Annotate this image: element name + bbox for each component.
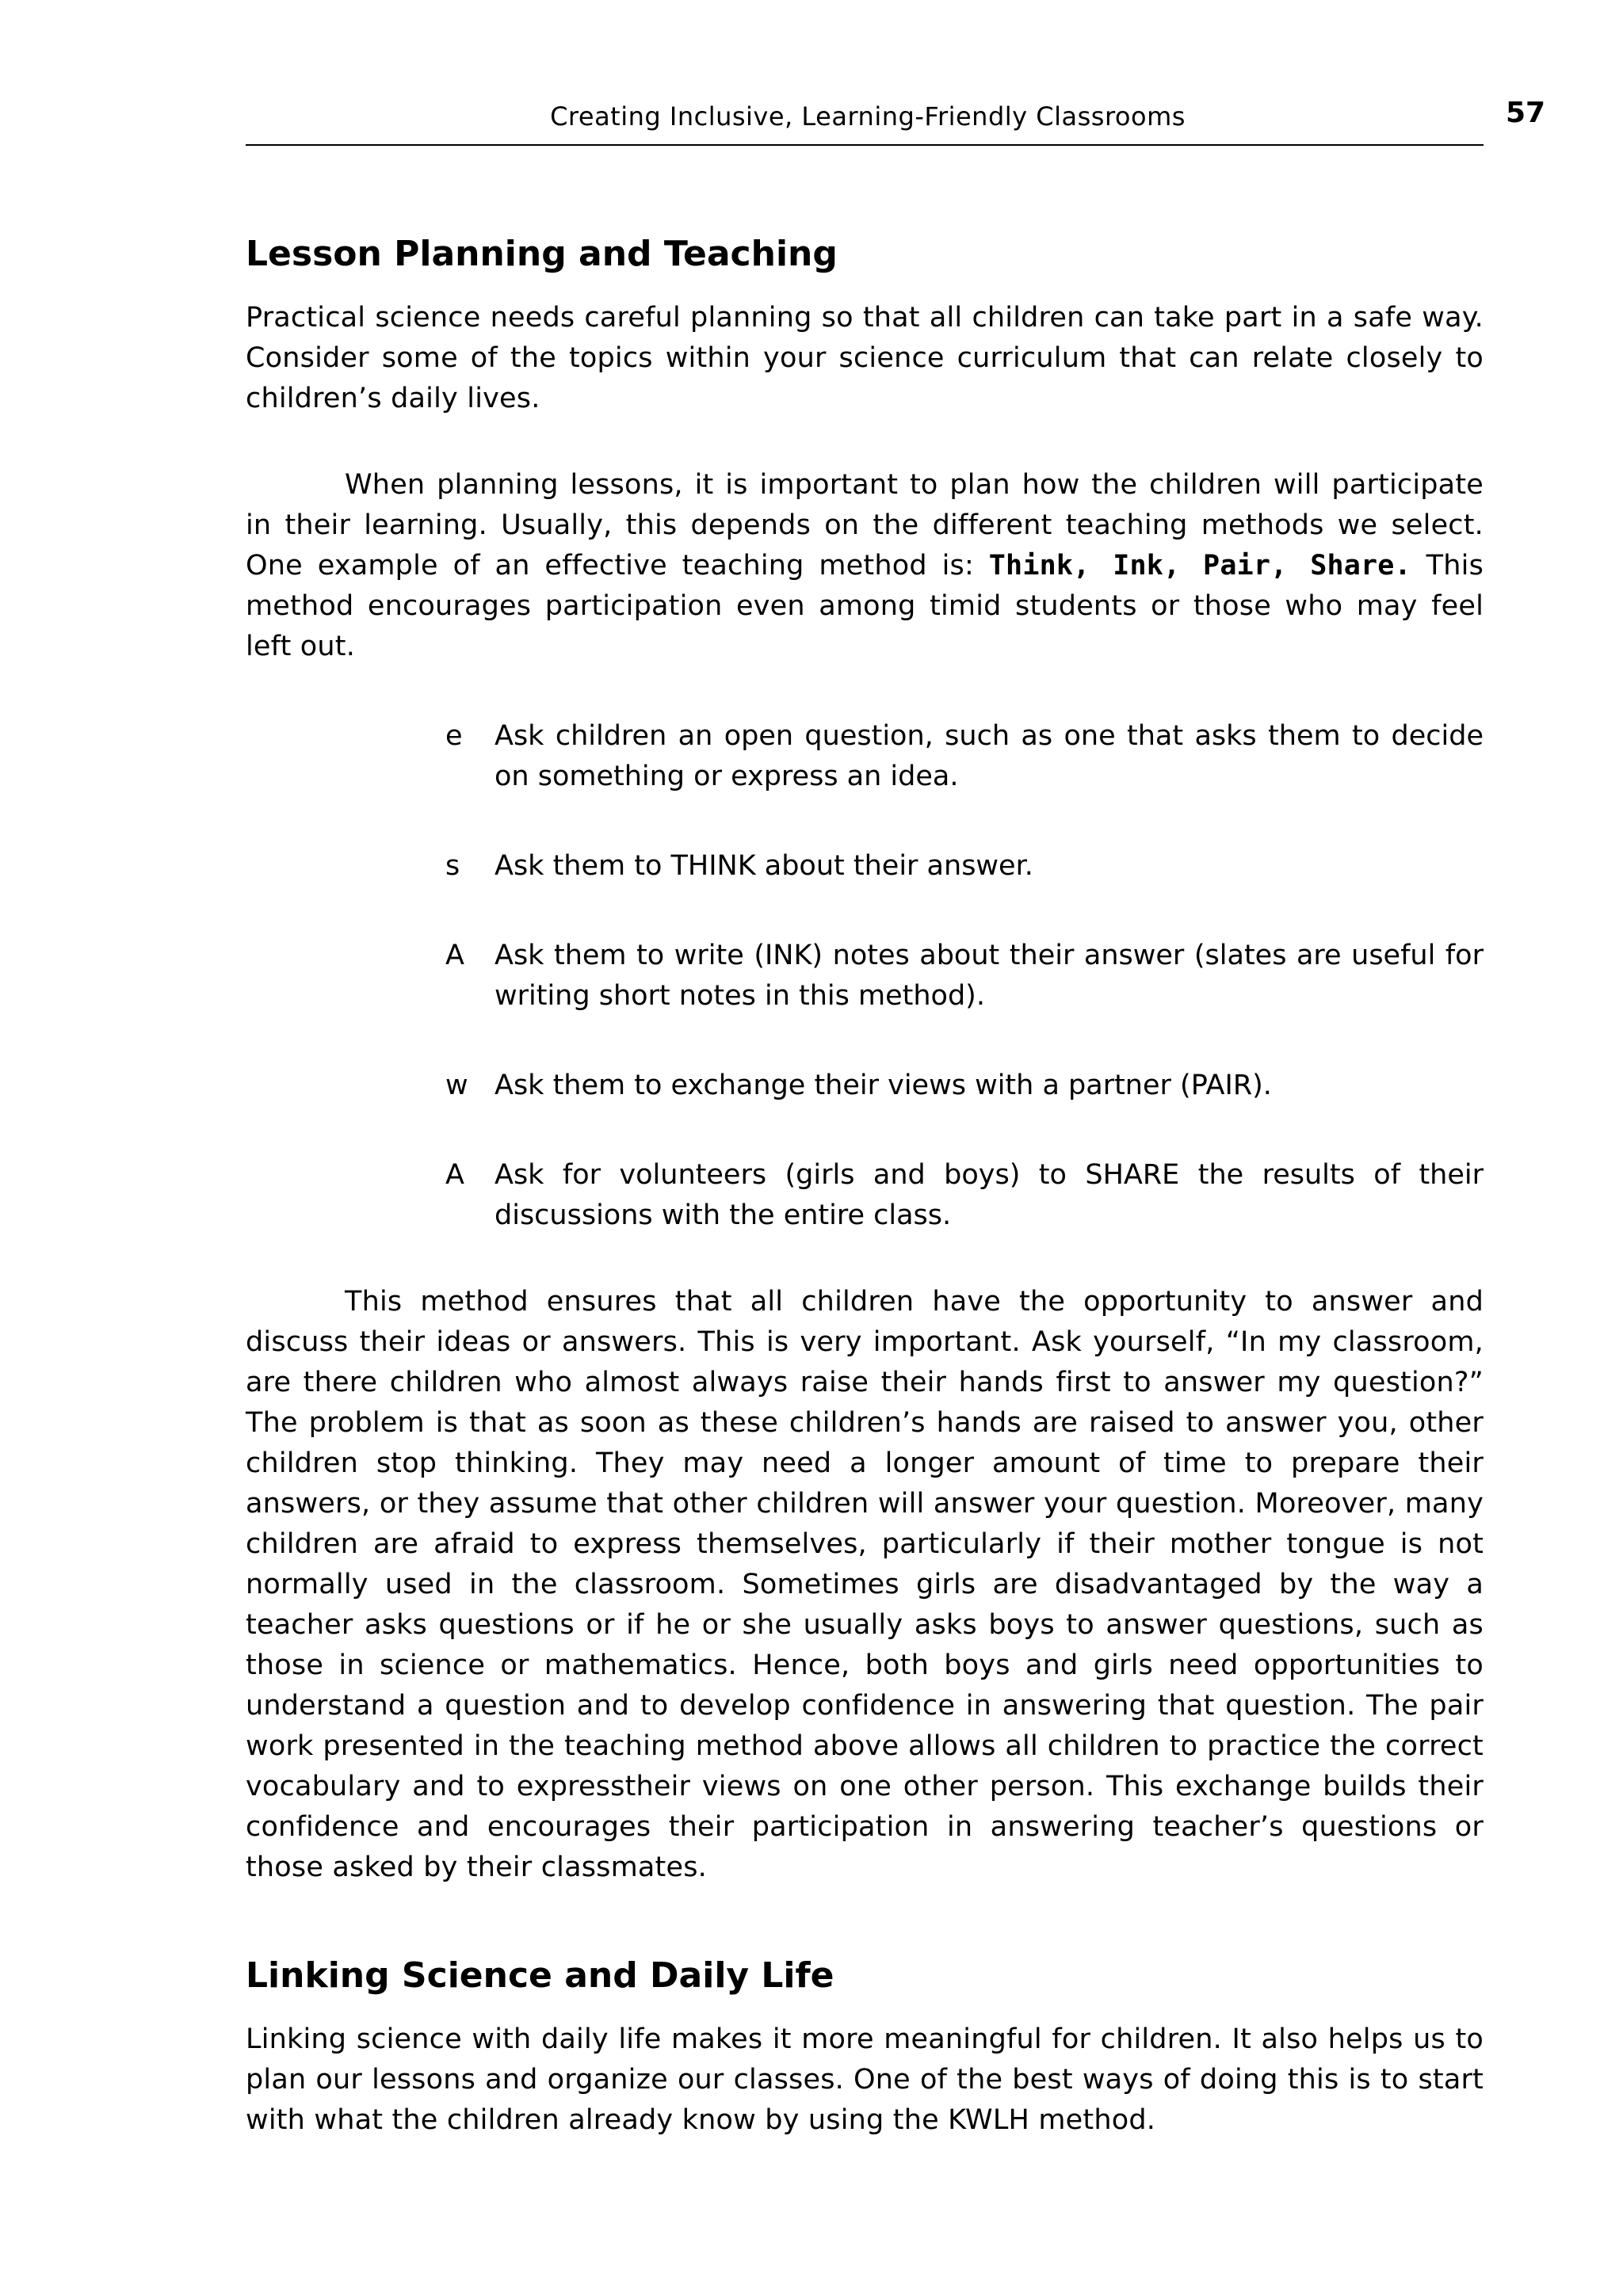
bullet-glyph: w <box>445 1070 468 1101</box>
paragraph-planning-text-end: This method encourages participation even among timid students or those who may feel left out. <box>246 550 1484 662</box>
section-heading-lesson-planning: Lesson Planning and Teaching <box>246 234 838 274</box>
method-name: Think, Ink, Pair, Share. <box>988 550 1411 582</box>
bullet-glyph: e <box>445 720 463 752</box>
paragraph-intro: Practical science needs careful planning so that all children can take part in a safe way. Consider some of the topics within your science curriculum that can relate closely to children’s daily lives. <box>246 302 1484 414</box>
section-heading-linking-science: Linking Science and Daily Life <box>246 1955 834 1996</box>
list-item-text: Ask for volunteers (girls and boys) to SHARE the results of their discussions with the entire class. <box>495 1159 1484 1231</box>
list-item-text: Ask children an open question, such as one that asks them to decide on something or express an idea. <box>495 720 1484 792</box>
bullet-glyph: s <box>445 850 460 882</box>
paragraph-linking: Linking science with daily life makes it more meaningful for children. It also helps us to plan our lessons and organize our classes. One of the best ways of doing this is to start with what the children already know by using the KWLH method. <box>246 2023 1484 2136</box>
running-header-title: Creating Inclusive, Learning-Friendly Classrooms <box>550 101 1186 132</box>
page-body <box>246 227 1484 2141</box>
paragraph-planning-text: When planning lessons, it is important to plan how the children will participate in their learning. Usually, this depends on the different teaching methods we select. One example of an effective teaching method is: <box>246 469 1484 582</box>
list-item <box>246 1066 1484 1106</box>
list-item-text: Ask them to THINK about their answer. <box>495 850 1033 882</box>
paragraph-method-benefits: This method ensures that all children have the opportunity to answer and discuss their ideas or answers. This is very important. Ask yourself, “In my classroom, are there children who almost always raise their hands first to answer my question?” The problem is that as soon as these children’s hands are raised to answer you, other children stop thinking. They may need a longer amount of time to prepare their answers, or they assume that other children will answer your question. Moreover, many children are afraid to express themselves, particularly if their mother tongue is not normally used in the classroom. Sometimes girls are disadvantaged by the way a teacher asks questions or if he or she usually asks boys to answer questions, such as those in science or mathematics. Hence, both boys and girls need opportunities to understand a question and to develop confidence in answering that question. The pair work presented in the teaching method above allows all children to practice the correct vocabulary and to expresstheir views on one other person. This exchange builds their confidence and encourages their participation in answering teacher’s questions or those asked by their classmates. <box>246 1286 1484 1883</box>
bullet-glyph: A <box>445 1159 464 1191</box>
list-item <box>246 846 1484 887</box>
list-item-text: Ask them to write (INK) notes about their answer (slates are useful for writing short notes in this method). <box>495 940 1484 1012</box>
page-number: 57 <box>1506 97 1546 129</box>
method-steps-list <box>246 716 1484 1236</box>
list-item-text: Ask them to exchange their views with a partner (PAIR). <box>495 1070 1272 1101</box>
list-item <box>246 716 1484 797</box>
list-item <box>246 1155 1484 1236</box>
paragraph-planning <box>246 465 1484 667</box>
header-rule <box>246 144 1484 146</box>
bullet-glyph: A <box>445 940 464 971</box>
list-item <box>246 936 1484 1016</box>
